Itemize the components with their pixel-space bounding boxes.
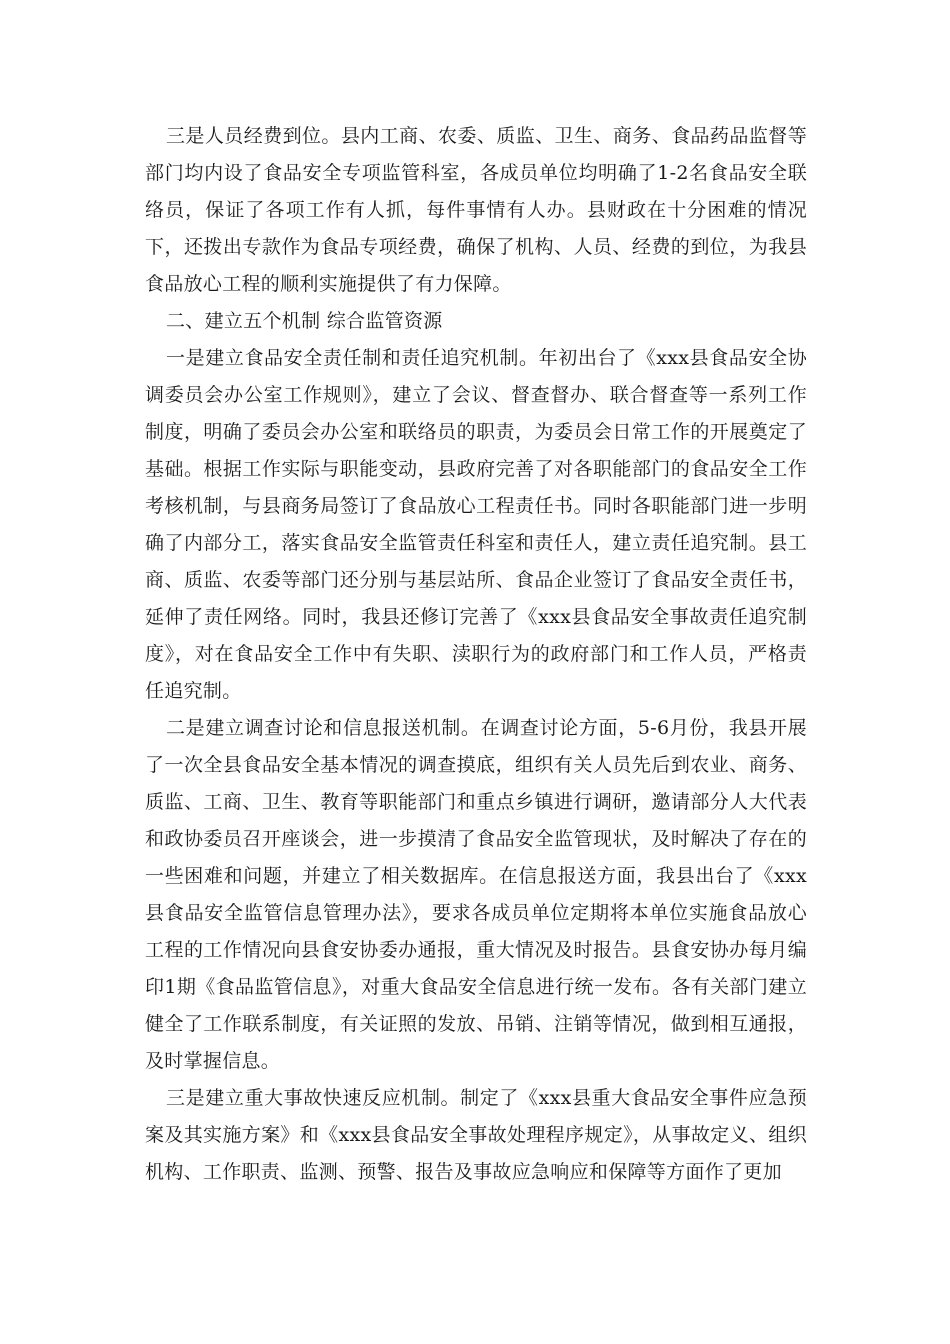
paragraph-research-info-mechanism: 二是建立调查讨论和信息报送机制。在调查讨论方面，5-6月份，我县开展了一次全县食品安全基本情况的调查摸底，组织有关人员先后到农业、商务、质监、工商、卫生、教育等职能部门和重点乡镇进行调研，邀请部分人大代表和政协委员召开座谈会，进一步摸清了食品安全监管现状，及时解决了存在的一些困难和问题，并建立了相关数据库。在信息报送方面，我县出台了《xxx县食品安全监管信息管理办法》，要求各成员单位定期将本单位实施食品放心工程的工作情况向县食安协委办通报，重大情况及时报告。县食安协办每月编印1期《食品监管信息》，对重大食品安全信息进行统一发布。各有关部门建立健全了工作联系制度，有关证照的发放、吊销、注销等情况，做到相互通报，及时掌握信息。 [145, 717, 807, 1072]
paragraph-responsibility-mechanism: 一是建立食品安全责任制和责任追究机制。年初出台了《xxx县食品安全协调委员会办公室工作规则》，建立了会议、督查督办、联合督查等一系列工作制度，明确了委员会办公室和联络员的职责，为委员会日常工作的开展奠定了基础。根据工作实际与职能变动，县政府完善了对各职能部门的食品安全工作考核机制，与县商务局签订了食品放心工程责任书。同时各职能部门进一步明确了内部分工，落实食品安全监管责任科室和责任人，建立责任追究制。县工商、质监、农委等部门还分别与基层站所、食品企业签订了食品安全责任书，延伸了责任网络。同时，我县还修订完善了《xxx县食品安全事故责任追究制度》，对在食品安全工作中有失职、渎职行为的政府部门和工作人员，严格责任追究制。 [145, 347, 807, 702]
document-body [145, 118, 807, 1191]
paragraph-emergency-response-mechanism: 三是建立重大事故快速反应机制。制定了《xxx县重大食品安全事件应急预案及其实施方案》和《xxx县食品安全事故处理程序规定》，从事故定义、组织机构、工作职责、监测、预警、报告及事故应急响应和保障等方面作了更加 [145, 1087, 807, 1183]
paragraph-personnel-funding: 三是人员经费到位。县内工商、农委、质监、卫生、商务、食品药品监督等部门均内设了食品安全专项监管科室，各成员单位均明确了1-2名食品安全联络员，保证了各项工作有人抓，每件事情有人办。县财政在十分困难的情况下，还拨出专款作为食品专项经费，确保了机构、人员、经费的到位，为我县食品放心工程的顺利实施提供了有力保障。 [145, 125, 807, 295]
section-heading-five-mechanisms: 二、建立五个机制 综合监管资源 [166, 310, 443, 332]
